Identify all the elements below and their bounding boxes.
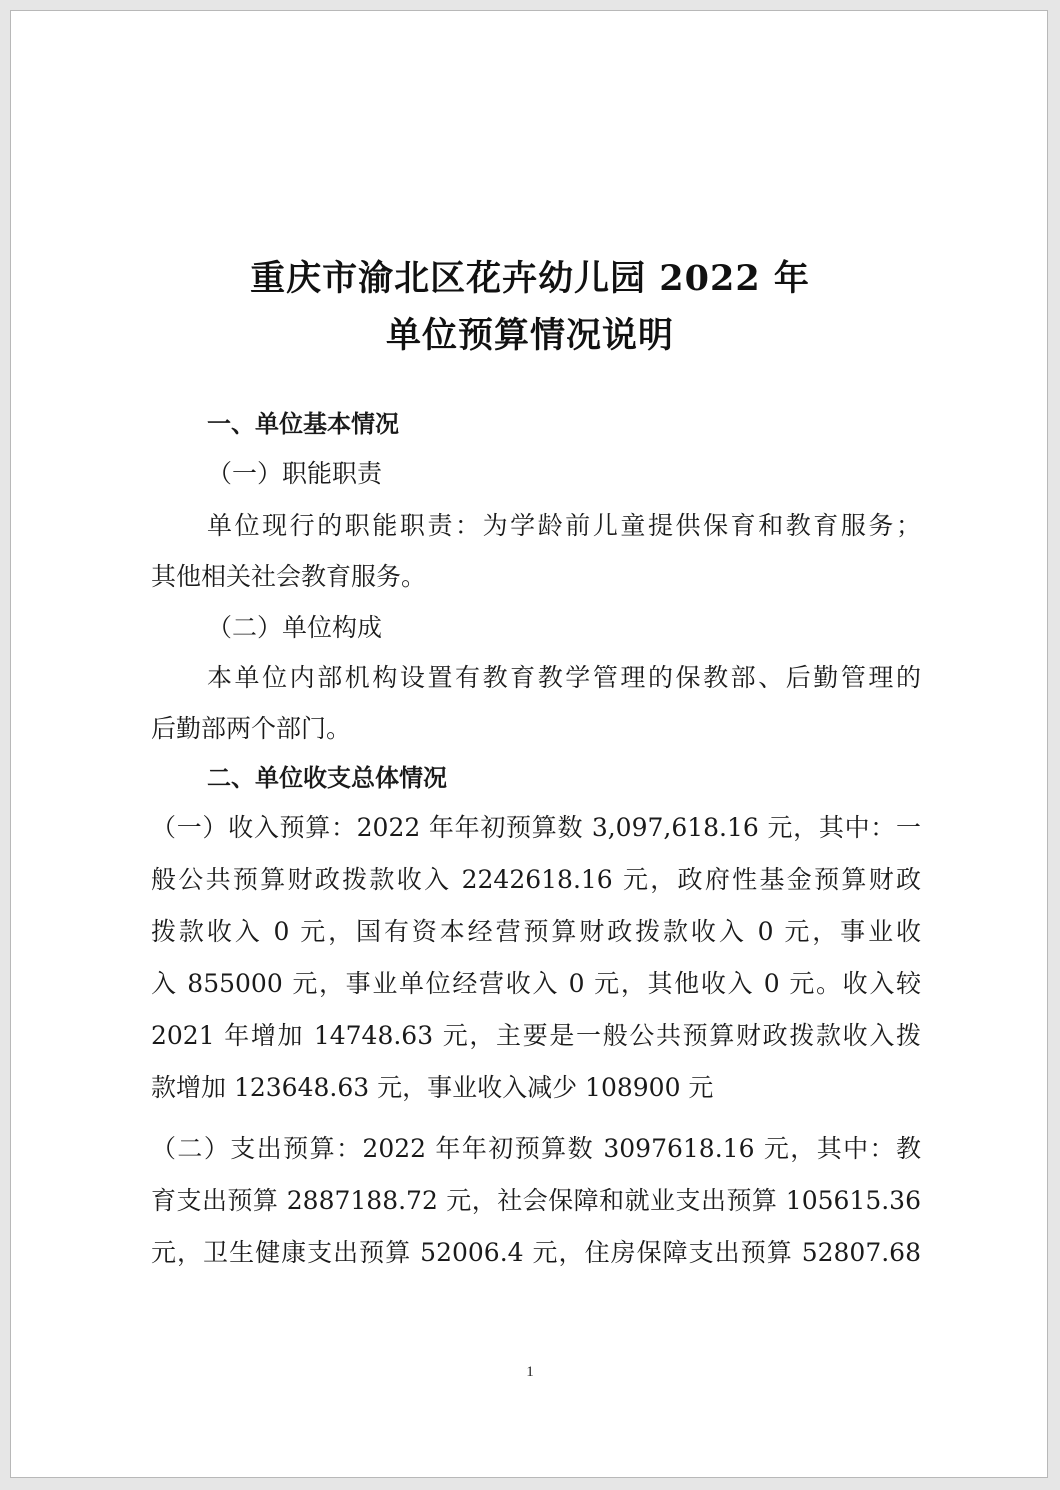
income-line: 入 855000 元，事业单位经营收入 0 元，其他收入 0 元。收入较 [151, 969, 921, 998]
section-2-heading: 二、单位收支总体情况 [207, 764, 447, 792]
expense-line: 元，卫生健康支出预算 52006.4 元，住房保障支出预算 52807.68 [151, 1238, 921, 1267]
subsection-2-heading: （二）单位构成 [207, 613, 383, 642]
paragraph-2-line-1: 本单位内部机构设置有教育教学管理的保教部、后勤管理的 [207, 663, 921, 692]
expense-line: 育支出预算 2887188.72 元，社会保障和就业支出预算 105615.36 [151, 1186, 921, 1215]
section-1-heading: 一、单位基本情况 [207, 410, 399, 438]
income-line: 拨款收入 0 元，国有资本经营预算财政拨款收入 0 元，事业收 [151, 917, 921, 946]
subsection-1-heading: （一）职能职责 [207, 459, 383, 488]
page-number: 1 [526, 1364, 534, 1380]
income-line: 款增加 123648.63 元，事业收入减少 108900 元 [151, 1073, 714, 1102]
document-page [10, 10, 1048, 1478]
expense-line: （二）支出预算：2022 年年初预算数 3097618.16 元，其中：教 [151, 1134, 921, 1163]
document-title-line-1: 重庆市渝北区花卉幼儿园 2022 年 [250, 258, 810, 299]
paragraph-1-line-1: 单位现行的职能职责：为学龄前儿童提供保育和教育服务； [207, 511, 921, 540]
paragraph-2-line-2: 后勤部两个部门。 [151, 714, 352, 743]
income-line: 2021 年增加 14748.63 元，主要是一般公共预算财政拨款收入拨 [151, 1021, 921, 1050]
paragraph-1-line-2: 其他相关社会教育服务。 [151, 562, 427, 591]
income-line: （一）收入预算：2022 年年初预算数 3,097,618.16 元，其中：一 [151, 813, 921, 842]
income-line: 般公共预算财政拨款收入 2242618.16 元，政府性基金预算财政 [151, 865, 921, 894]
document-title-line-2: 单位预算情况说明 [385, 315, 674, 356]
